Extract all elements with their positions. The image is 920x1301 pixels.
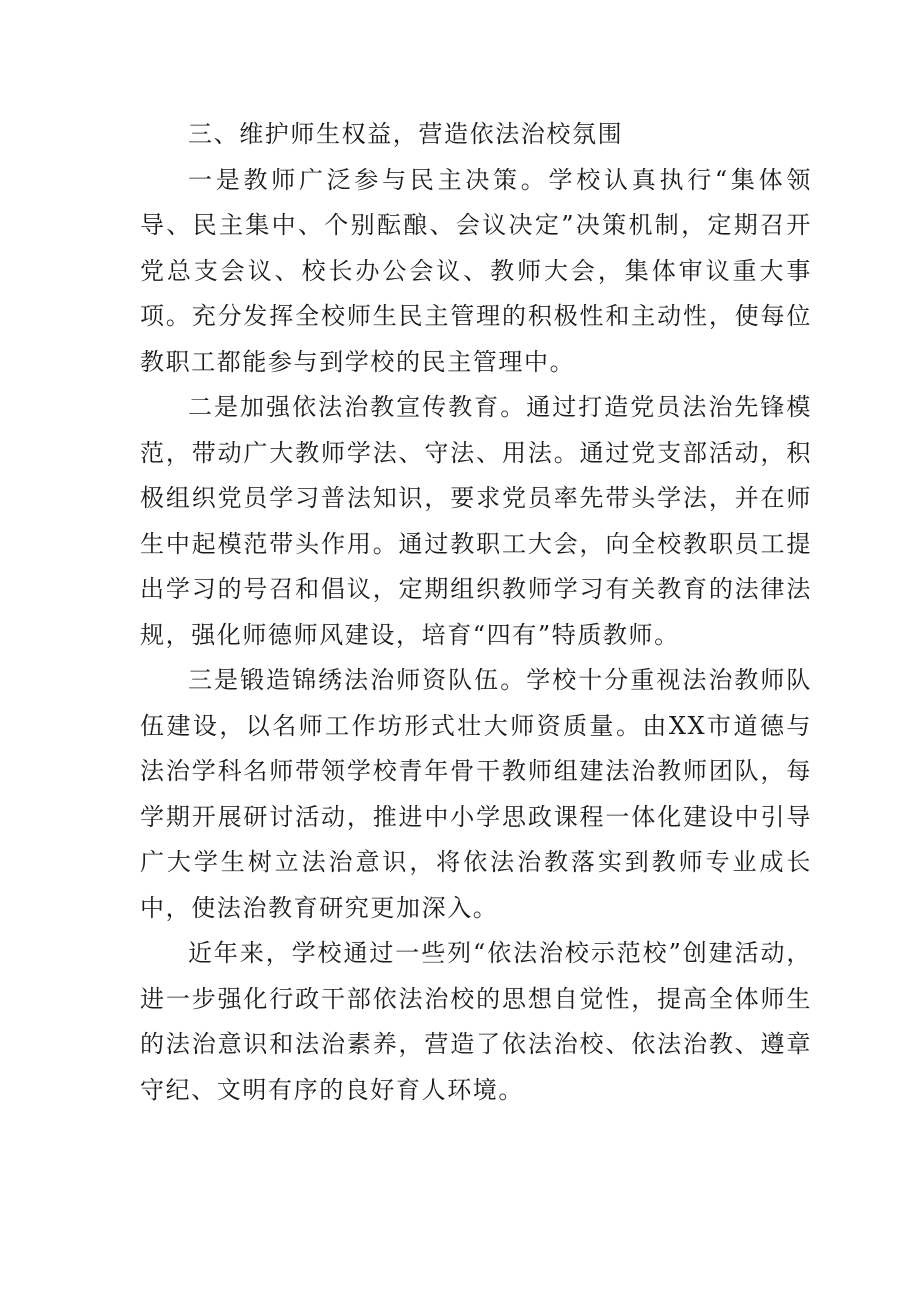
document-body [140, 112, 812, 1113]
paragraph-conclusion: 近年来，学校通过一些列“依法治校示范校”创建活动，进一步强化行政干部依法治校的思想自觉性，提高全体师生的法治意识和法治素养，营造了依法治校、依法治教、遵章守纪、文明有序的良好育人环境。 [140, 939, 812, 1104]
paragraph-democratic-decision: 一是教师广泛参与民主决策。学校认真执行“集体领导、民主集中、个别酝酿、会议决定”决策机制，定期召开党总支会议、校长办公会议、教师大会，集体审议重大事项。充分发挥全校师生民主管理的积极性和主动性，使每位教职工都能参与到学校的民主管理中。 [140, 165, 812, 376]
paragraph-teacher-team: 三是锻造锦绣法治师资队伍。学校十分重视法治教师队伍建设，以名师工作坊形式壮大师资质量。由XX市道德与法治学科名师带领学校青年骨干教师组建法治教师团队，每学期开展研讨活动，推进中小学思政课程一体化建设中引导广大学生树立法治意识，将依法治教落实到教师专业成长中，使法治教育研究更加深入。 [140, 666, 812, 922]
paragraph-legal-education: 二是加强依法治教宣传教育。通过打造党员法治先锋模范，带动广大教师学法、守法、用法。通过党支部活动，积极组织党员学习普法知识，要求党员率先带头学法，并在师生中起模范带头作用。通过教职工大会，向全校教职员工提出学习的号召和倡议，定期组织教师学习有关教育的法律法规，强化师德师风建设，培育“四有”特质教师。 [140, 393, 812, 649]
section-heading: 三、维护师生权益，营造依法治校氛围 [188, 120, 624, 148]
